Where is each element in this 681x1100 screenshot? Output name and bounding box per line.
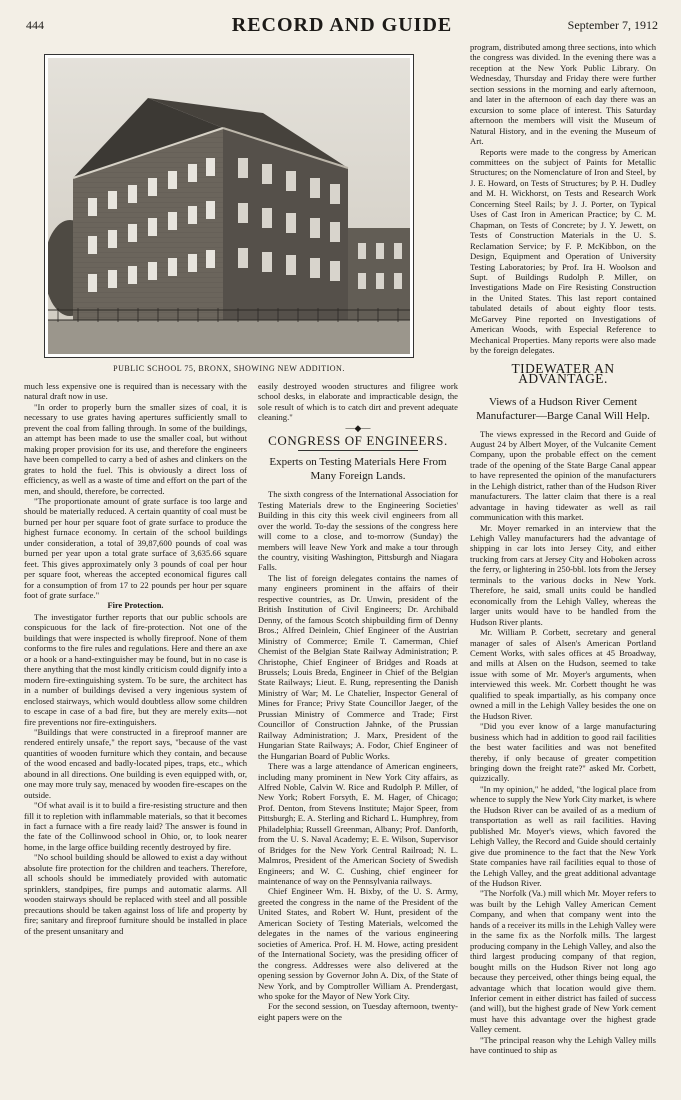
paragraph: "The proportionate amount of grate surface is too large and should be materially reduced. A certain quantity of coal must be burned per hour per square foot of grate surface to produce the highest furnace economy. In certain of the school buildings under consideration, a total of 39,87,600 pounds of coal was burned per year upon a total grate surface of 3,635.66 square feet. This gives approximately only 3 pounds of coal per hour per square foot, whereas the accepted economical figures call for a consumption of from 17 to 22 pounds per hour per square foot of grate surface." <box>24 495 247 601</box>
tidewater-section-subtitle: Views of a Hudson River Cement Manufacturer—Barge Canal Will Help. <box>476 395 650 422</box>
paragraph: Mr. William P. Corbett, secretary and general manager of sales of Alsen's American Portland Cement Works, with sales offices at 45 Broadway, and mills at Alsen on the Hudson, seemed to take issue with some of Mr. Moyer's arguments, when interviewed this week. Mr. Corbett thought he was qualified to speak impartially, as his company once owned a mill in the Lehigh Valley besides the one on the Hudson River. <box>470 627 656 721</box>
section-divider: —◆— <box>345 422 371 433</box>
paragraph: "Of what avail is it to build a fire-resisting structure and then fill it to repletion with inflammable materials, so that it becomes in fact a furnace with a fire ready laid? The answer is found in the fate of the Collinwood school in Ohio, or, to look nearer home, in the large office building recently destroyed by fire. <box>24 800 247 852</box>
paragraph: much less expensive one is required than is necessary with the natural draft now in use. <box>24 381 247 402</box>
masthead: RECORD AND GUIDE <box>231 14 453 36</box>
middle-column <box>258 381 458 1022</box>
right-column <box>470 42 656 1056</box>
paragraph: Mr. Moyer remarked in an interview that the Lehigh Valley manufacturers had the advantage of shipping in car lots into Jersey City, and either trucking from cars at Jersey City and Hoboken across the ferry, or lightering in 250-bbl. lots from the Jersey terminals to the various docks in New York. Therefore, he said, small units could be handled economically from the Lehigh Valley, whereas the larger units would have to be handled from the Hudson River plants. <box>470 522 656 627</box>
tidewater-section-title: TIDEWATER AN ADVANTAGE. <box>511 360 615 387</box>
paragraph: Reports were made to the congress by American committees on the subject of Paints for Metallic Structures; on the Nomenclature of Iron and Steel, by J. E. Howard, on Tests of Structures; by P. H. Dudley and M. H. Wickhorst, on Tests and Research Work Concerning Steel Rails; by J. J. Porter, on Typical Uses of Cast Iron in American Practice; by C. M. Chapman, on Tests of Concrete; by J. Y. Jewett, on Tests of Construction Materials in the U. S. Reclamation Service; by F. P. McKibbon, on the Design, Equipment and Operation of University Testing Laboratories; by Prof. Ira H. Woolson and Supt. of Buildings Rudolph P. Miller, on Investigations Made on Fire Resisting Construction in the United States. This last report contained tabulated details of about eighty floor tests. McGarvey Pine reported on Investigations of American Woods, with Especial Reference to Mechanical Properties. Many reports were also made by the foreign delegates. <box>470 146 656 356</box>
paragraph: The views expressed in the Record and Guide of August 24 by Albert Moyer, of the Vulcanite Cement Company, upon the probable effect on the cement trade of the opening of the State Barge Canal appear to have represented the opinion of the manufacturers in the Lehigh district, rather than of the Hudson River manufacturers. The latter claim that there is a real advantage in having tidewater as well as rail communication with this market. <box>470 428 656 523</box>
paragraph: "Did you ever know of a large manufacturing business which had in addition to good rail facilities the best water facilities and was not benefited thereby, if only because of greater competition bringing down the freight rate?" asked Mr. Corbett, quizzically. <box>470 721 656 784</box>
paragraph: There was a large attendance of American engineers, including many prominent in New York City affairs, as Alfred Noble, Calvin W. Rice and Rudolph P. Miller, of New York; Robert Forsyth, E. M. Hager, of Chicago; Prof. Denton, from Stevens Institute; Major Speer, from Pittsburgh; E. A. Sterling and Richard L. Humphrey, from Philadelphia; Russell Greenman, Albany; Prof. Danforth, from the U. S. Naval Academy; E. E. Wilson, Supervisor of Bridges for the New York Central Railroad; N. L. Malmros, President of the American Society of Swedish Engineers; and W. C. Cushing, chief engineer for maintenance of way on the Pennsylvania railways. <box>258 761 458 887</box>
paragraph: program, distributed among three sections, into which the congress was divided. In the evening there was a reception at the New York Public Library. On Wednesday, Thursday and Friday there were further section sessions in the morning and early afternoon, and later in the afternoon of each day there was an excursion to some place of interest. This Saturday afternoon the members will visit the Museum of Natural History, and in the evening the Museum of Art. <box>470 42 656 147</box>
paragraph: "The principal reason why the Lehigh Valley mills have continued to ship as <box>470 1034 656 1056</box>
paragraph: "The Norfolk (Va.) mill which Mr. Moyer refers to was built by the Lehigh Valley American Cement Company, and when that company went into the hands of a receiver its mills in the Lehigh Valley were in the same fix as the Norfolk mills. The largest producing company in the Lehigh Valley, and also the third largest producing company of that region, bought mills on the Hudson River not long ago because they perceived, other things being equal, the advantage which that location would give them. Inferior cement in either district has failed of success (and will), but the highest grade of New York cement must have this advantage over the highest grade Valley cement. <box>470 888 656 1035</box>
paragraph: "In order to properly burn the smaller sizes of coal, it is necessary to use grates having apertures sufficiently small to prevent the coal from falling through. In some of the buildings, an attempt has been made to use the smaller coal, but without making proper provision for its use, and therefore the engineers have been compelled to carry a bed of ashes and clinkers on the grates to hold the fuel. This is obviously a direct loss of efficiency, as well as a waste of time and effort on the part of the men, and should, therefore, be corrected. <box>24 401 247 496</box>
paragraph: "Buildings that were constructed in a fireproof manner are rendered entirely unsafe," the report says, "because of the vast quantities of wooden furniture which they contain, and because of the wood encased and badly-located pipes, traps, etc., which abound in all directions. One building is even equipped with, or, one may more truly say, menaced by wooden fire-escapes on the outside. <box>24 726 247 800</box>
issue-date: September 7, 1912 <box>567 18 658 32</box>
section-rule <box>298 450 418 451</box>
paragraph: The investigator further reports that our public schools are conspicuous for the lack of fire-protection. Not one of the buildings that were inspected is wholly fireproof. None of them conforms to the fire rules and regulations. Here and there an axe or a hook or a hand-extinguisher may be found, but in no case is there anything that the most kindly criticism could dignify into a modern fire-extinguishing system. To be sure, the architect has in a number of buildings devised a very ingenious system of enclosed stairways, which would doubtless allow some children to escape in case of a bad fire, but they are merely exits—not fire preventions nor fire-extinguishers. <box>24 611 247 727</box>
school-building-photo <box>48 58 410 354</box>
paragraph: "No school building should be allowed to exist a day without absolute fire protection for the children and teachers. Therefore, all schools should be immediately provided with automatic sprinklers, standpipes, fire pumps and automatic alarms. All wooden stairways should be replaced with steel and all possible precautions should be taken against loss of life and property by fire; sanitary and fireproof furniture should be installed in place of the present unsanitary and <box>24 852 247 936</box>
paragraph: The list of foreign delegates contains the names of many engineers prominent in the affairs of their respective countries, as Dr. Unwin, president of the British Institution of Civil Engineers; Dr. Archibald Denny, of the famous Scotch shipbuilding firm of Denny Bros.; Alfred Deinlein, Chief Engineer of the Austrian Ministry of Commerce; Emile T. Camerman, Chief Chemist of the Belgian State Railway Administration; P. Christophe, Chief Engineer of Bridges and Roads at Brussels; Louis Breda, Engineer in Chief of the Belgian State Railways; Lieut. E. Rung, representing the Danish Ministry of War; M. Le Chatelier, Inspector General of Mines for France; Privy State Councillor Jaeger, of the Prussian Ministry of Commerce and Trade; First Councillor of Construction Jahnke, of the Prussian Railway Administration; J. Marx, President of the Hungarian State Railways; A. Fodor, Chief Engineer of the Hungarian Board of Public Works. <box>258 572 458 761</box>
school-building-illustration <box>48 58 410 354</box>
left-column <box>24 381 247 936</box>
page-header <box>22 14 662 40</box>
congress-section-title: CONGRESS OF ENGINEERS. <box>268 432 448 448</box>
fire-protection-heading: Fire Protection. <box>107 600 164 610</box>
photo-caption: PUBLIC SCHOOL 75, BRONX, SHOWING NEW ADDITION. <box>113 364 345 373</box>
paragraph: "In my opinion," he added, "the logical place from whence to supply the New York City market, is where the Hudson River can be availed of as a medium of transportation as well as rail facilities. Having published Mr. Moyer's views, which favored the Lehigh Valley, the Record and Guide should certainly give due prominence to the fact that the New York State companies have rail facilities equal to those of the Lehigh Valley, and the great additional advantage of the Hudson River. <box>470 783 656 888</box>
paragraph: For the second session, on Tuesday afternoon, twenty-eight papers were on the <box>258 1001 458 1022</box>
paragraph: Chief Engineer Wm. H. Bixby, of the U. S. Army, greeted the congress in the name of the President of the United States, and Robert W. Hunt, president of the American Society of Testing Materials, welcomed the delegates in the names of the various engineering societies of America. Prof. H. M. Howe, acting president of the International Society, was the presiding officer of the congress. Addresses were also delivered at the opening session by Governor John A. Dix, of the State of New York, and by Comptroller William A. Prendergast, who spoke for the Mayor of New York City. <box>258 886 458 1002</box>
school-photo-frame <box>44 54 414 358</box>
page-number: 444 <box>26 18 44 32</box>
congress-section-subtitle: Experts on Testing Materials Here From Many Foreign Lands. <box>269 456 447 483</box>
paragraph: The sixth congress of the International Association for Testing Materials drew to the Engineering Societies' Building in this city this week civil engineers from all over the world. To-day the sessions of the congress here will come to a close, and to-morrow (Sunday) the members will leave New York and make a tour through the country, visiting Washington, Pittsburgh and Niagara Falls. <box>258 489 458 573</box>
paragraph: easily destroyed wooden structures and filigree work school desks, in elaborate and impracticable design, the sole result of which is to catch dirt and prevent adequate cleaning." <box>258 381 458 423</box>
